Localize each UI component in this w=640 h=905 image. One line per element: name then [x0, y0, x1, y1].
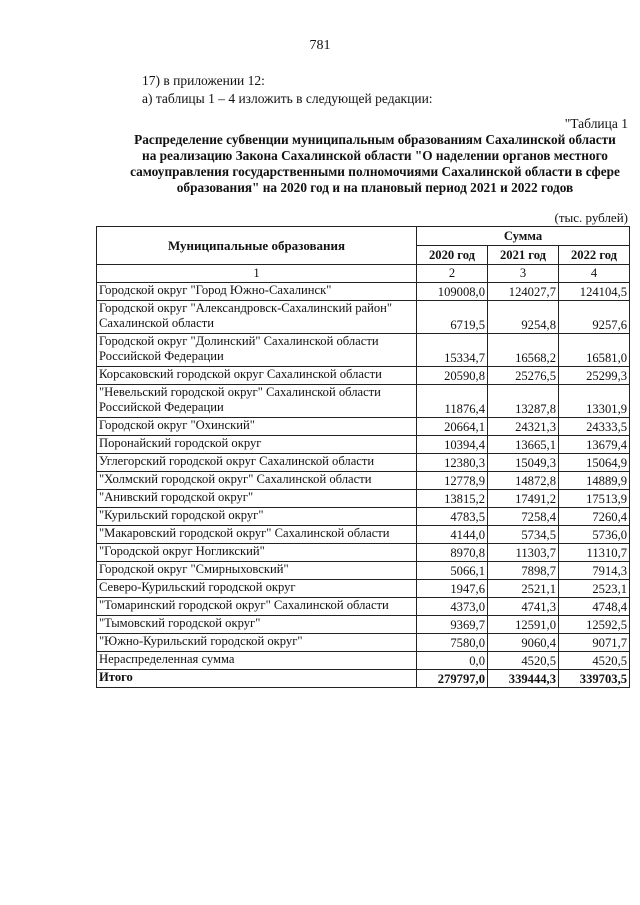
municipality-name: [97, 472, 417, 490]
amount-2022: 4520,5: [559, 652, 630, 670]
table-row: [97, 436, 630, 454]
amount-2022: 13301,9: [559, 385, 630, 418]
amount-2022: 2523,1: [559, 580, 630, 598]
table-row: [97, 526, 630, 544]
table-row: [97, 652, 630, 670]
municipality-name: [97, 544, 417, 562]
amount-2021: 12591,0: [488, 616, 559, 634]
municipality-name: [97, 367, 417, 385]
title-line: образования" на 2020 год и на плановый период 2021 и 2022 годов: [176, 180, 574, 195]
total-2021: 339444,3: [488, 670, 559, 688]
municipality-name-line: Корсаковский городской округ Сахалинской области: [99, 367, 382, 381]
municipality-name-line: "Невельский городской округ" Сахалинской области: [99, 385, 381, 399]
total-row: [97, 670, 630, 688]
municipality-name: [97, 385, 417, 418]
header-year-2021: 2021 год: [488, 246, 559, 265]
table-row: [97, 508, 630, 526]
municipality-name: [97, 598, 417, 616]
amount-2022: 12592,5: [559, 616, 630, 634]
table-row: [97, 562, 630, 580]
amount-2022: 24333,5: [559, 418, 630, 436]
municipality-name: [97, 526, 417, 544]
amount-2021: 11303,7: [488, 544, 559, 562]
table-row: [97, 544, 630, 562]
amount-2020: 9369,7: [417, 616, 488, 634]
amount-2022: 13679,4: [559, 436, 630, 454]
amount-2022: 9071,7: [559, 634, 630, 652]
page-number: 781: [309, 38, 331, 53]
amount-2020: 1947,6: [417, 580, 488, 598]
table-row: [97, 334, 630, 367]
municipality-name: [97, 490, 417, 508]
amount-2021: 4741,3: [488, 598, 559, 616]
amount-2022: 14889,9: [559, 472, 630, 490]
amount-2022: 11310,7: [559, 544, 630, 562]
municipality-name: [97, 436, 417, 454]
amount-2020: 12778,9: [417, 472, 488, 490]
amount-2020: 20590,8: [417, 367, 488, 385]
amount-2020: 8970,8: [417, 544, 488, 562]
intro-line-2: а) таблицы 1 – 4 изложить в следующей редакции:: [142, 91, 433, 106]
title-line: на реализацию Закона Сахалинской области "О наделении органов местного: [142, 148, 608, 163]
amount-2021: 13287,8: [488, 385, 559, 418]
amount-2021: 15049,3: [488, 454, 559, 472]
amount-2021: 124027,7: [488, 283, 559, 301]
amount-2021: 24321,3: [488, 418, 559, 436]
total-2022: 339703,5: [559, 670, 630, 688]
units-label: (тыс. рублей): [554, 210, 628, 225]
amount-2021: 2521,1: [488, 580, 559, 598]
municipality-name-line: Городской округ "Смирныховский": [99, 562, 289, 576]
municipality-name-line: Сахалинской области: [99, 316, 214, 330]
amount-2021: 17491,2: [488, 490, 559, 508]
amount-2020: 10394,4: [417, 436, 488, 454]
municipality-name-line: Городской округ "Город Южно-Сахалинск": [99, 283, 332, 297]
header-col-number: 1: [97, 265, 417, 283]
header-col-number: 4: [559, 265, 630, 283]
table-row: [97, 616, 630, 634]
municipality-name-line: Нераспределенная сумма: [99, 652, 235, 666]
amount-2020: 4144,0: [417, 526, 488, 544]
table-label: "Таблица 1: [564, 116, 628, 131]
header-col-number: 2: [417, 265, 488, 283]
amount-2020: 15334,7: [417, 334, 488, 367]
amount-2021: 9254,8: [488, 301, 559, 334]
amount-2021: 16568,2: [488, 334, 559, 367]
amount-2020: 11876,4: [417, 385, 488, 418]
intro-line-1: 17) в приложении 12:: [142, 73, 265, 88]
municipality-name-line: Городской округ "Александровск-Сахалинский район": [99, 301, 393, 315]
municipality-name: [97, 616, 417, 634]
amount-2020: 5066,1: [417, 562, 488, 580]
amount-2021: 7258,4: [488, 508, 559, 526]
amount-2020: 6719,5: [417, 301, 488, 334]
amount-2022: 124104,5: [559, 283, 630, 301]
municipality-name-line: Российской Федерации: [99, 400, 224, 414]
municipality-name-line: Северо-Курильский городской округ: [99, 580, 296, 594]
amount-2022: 25299,3: [559, 367, 630, 385]
municipality-name: [97, 580, 417, 598]
amount-2022: 7914,3: [559, 562, 630, 580]
amount-2020: 13815,2: [417, 490, 488, 508]
header-year-2022: 2022 год: [559, 246, 630, 265]
municipality-name-line: "Южно-Курильский городской округ": [99, 634, 303, 648]
title-line: Распределение субвенции муниципальным образованиям Сахалинской области: [134, 132, 616, 147]
amount-2022: 5736,0: [559, 526, 630, 544]
municipality-name: [97, 283, 417, 301]
amount-2021: 25276,5: [488, 367, 559, 385]
header-col-number: 3: [488, 265, 559, 283]
municipality-name: [97, 454, 417, 472]
amount-2022: 15064,9: [559, 454, 630, 472]
table-row: [97, 283, 630, 301]
municipality-name: [97, 508, 417, 526]
amount-2022: 17513,9: [559, 490, 630, 508]
municipality-name-line: "Городской округ Ногликский": [99, 544, 265, 558]
municipality-name-line: "Томаринский городской округ" Сахалинской области: [99, 598, 389, 612]
total-label: Итого: [97, 670, 417, 688]
table-row: [97, 385, 630, 418]
municipality-name: [97, 562, 417, 580]
municipality-name-line: "Тымовский городской округ": [99, 616, 261, 630]
amount-2020: 0,0: [417, 652, 488, 670]
amount-2020: 109008,0: [417, 283, 488, 301]
municipality-name-line: "Анивский городской округ": [99, 490, 254, 504]
amount-2022: 9257,6: [559, 301, 630, 334]
amount-2021: 9060,4: [488, 634, 559, 652]
municipality-name-line: Российской Федерации: [99, 349, 224, 363]
municipality-name-line: Городской округ "Охинский": [99, 418, 255, 432]
total-2020: 279797,0: [417, 670, 488, 688]
header-sum: Сумма: [417, 227, 630, 246]
municipality-name: [97, 334, 417, 367]
table-row: [97, 580, 630, 598]
table-row: [97, 490, 630, 508]
amount-2020: 12380,3: [417, 454, 488, 472]
amount-2020: 20664,1: [417, 418, 488, 436]
table-row: [97, 472, 630, 490]
amount-2021: 7898,7: [488, 562, 559, 580]
header-municipality: Муниципальные образования: [97, 227, 417, 265]
amount-2021: 5734,5: [488, 526, 559, 544]
table-row: [97, 598, 630, 616]
amount-2020: 4373,0: [417, 598, 488, 616]
municipality-name: [97, 418, 417, 436]
municipality-name-line: "Курильский городской округ": [99, 508, 264, 522]
table-row: [97, 454, 630, 472]
table-row: [97, 418, 630, 436]
municipality-name-line: "Холмский городской округ" Сахалинской области: [99, 472, 372, 486]
table-title: [110, 132, 640, 196]
municipality-name-line: Углегорский городской округ Сахалинской области: [99, 454, 375, 468]
table-row: [97, 301, 630, 334]
municipality-name: [97, 634, 417, 652]
table-row: [97, 634, 630, 652]
amount-2020: 4783,5: [417, 508, 488, 526]
amount-2021: 13665,1: [488, 436, 559, 454]
amount-2021: 14872,8: [488, 472, 559, 490]
header-year-2020: 2020 год: [417, 246, 488, 265]
amount-2020: 7580,0: [417, 634, 488, 652]
municipality-name-line: Городской округ "Долинский" Сахалинской области: [99, 334, 379, 348]
municipality-name-line: "Макаровский городской округ" Сахалинской области: [99, 526, 390, 540]
amount-2022: 16581,0: [559, 334, 630, 367]
amount-2022: 4748,4: [559, 598, 630, 616]
municipality-name: [97, 301, 417, 334]
table-body: [97, 283, 630, 670]
amount-2022: 7260,4: [559, 508, 630, 526]
table-row: [97, 367, 630, 385]
municipality-name-line: Поронайский городской округ: [99, 436, 262, 450]
title-line: самоуправления государственными полномочиями Сахалинской области в сфере: [130, 164, 620, 179]
subvention-table: [96, 226, 630, 688]
amount-2021: 4520,5: [488, 652, 559, 670]
municipality-name: [97, 652, 417, 670]
